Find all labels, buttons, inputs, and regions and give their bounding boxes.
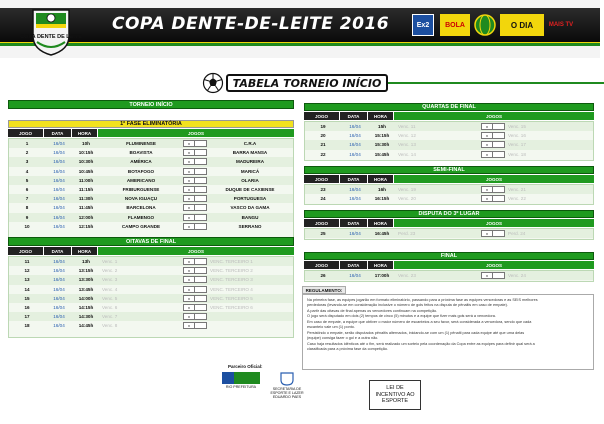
match-date: 16/04 <box>349 196 361 202</box>
header-stripe <box>0 42 600 46</box>
partner-secretaria-label: SECRETARIA DE ESPORTE E LAZER <box>270 387 304 395</box>
home-team: NOVA IGUAÇU <box>124 196 158 202</box>
match-time: 11:30h <box>78 196 94 202</box>
score-box <box>195 204 207 211</box>
match-date: 16/04 <box>349 231 361 237</box>
match-time: 14:15h <box>78 305 94 311</box>
regulamento-line: (equipe) consiga fazer o gol e a outra não. <box>307 336 379 341</box>
away-team: VENC. TERCEIRO 1 <box>210 259 253 265</box>
away-team: Venc. 24 <box>508 273 526 279</box>
away-team: PORTUGUESA <box>233 196 267 202</box>
match-number: 23 <box>320 187 326 193</box>
home-team: Venc. 20 <box>398 196 416 202</box>
score-box <box>195 286 207 293</box>
score-box <box>195 158 207 165</box>
match-date: 16/04 <box>53 323 65 329</box>
score-box: x <box>183 214 195 221</box>
match-row <box>9 275 293 284</box>
match-row <box>305 194 593 203</box>
match-date: 16/04 <box>349 151 361 157</box>
col-jogo: JOGO <box>304 175 340 183</box>
match-number: 11 <box>24 259 30 265</box>
partners-label: Parceiro Oficial: <box>228 364 263 369</box>
score-box: x <box>183 313 195 320</box>
score-box <box>195 177 207 184</box>
home-team: CAMPO GRANDE <box>121 223 161 229</box>
match-row <box>9 294 293 303</box>
match-time: 13:45h <box>78 286 94 292</box>
match-time: 16:15h <box>374 196 390 202</box>
match-row <box>9 303 293 312</box>
match-number: 5 <box>25 177 29 183</box>
match-number: 25 <box>320 231 326 237</box>
score-box <box>493 132 505 139</box>
final-header-row <box>304 261 594 269</box>
match-number: 24 <box>320 196 326 202</box>
away-team: DUQUE DE CAXIENSE <box>225 187 275 193</box>
regulamento-line: Na primeira fase, as equipes jogarão em formato eliminatório, passando para a próxima fase as equipes vencedoras e as SEIS melhores <box>307 298 538 302</box>
partner-paes-label: EDUARDO PAES <box>272 395 302 399</box>
match-row <box>9 167 293 176</box>
match-row <box>9 266 293 275</box>
home-team: Perd. 23 <box>398 231 416 237</box>
terceiro-header-row <box>304 219 594 227</box>
regulamento-title: REGULAMENTO: <box>302 286 346 294</box>
match-date: 16/04 <box>53 295 65 301</box>
away-team: VENC. TERCEIRO 3 <box>210 277 253 283</box>
match-row <box>305 271 593 280</box>
col-jogo: JOGO <box>304 261 340 269</box>
score-box: x <box>183 168 195 175</box>
match-date: 16/04 <box>53 205 65 211</box>
subtitle: TABELA TORNEIO INÍCIO <box>226 74 388 92</box>
regulamento-line: classificada para a próxima fase da competição. <box>307 347 389 352</box>
score-box: x <box>183 186 195 193</box>
col-data: DATA <box>340 219 368 227</box>
match-time: 14:00h <box>78 295 94 301</box>
match-row <box>9 185 293 194</box>
score-box: x <box>183 177 195 184</box>
col-jogos: JOGOS <box>394 219 594 227</box>
match-date: 16/04 <box>53 268 65 274</box>
lei-line-1: LEI DE <box>386 385 404 392</box>
col-hora: HORA <box>368 175 394 183</box>
rio-logo-icon <box>222 372 260 384</box>
away-team: SERRANO <box>238 223 262 229</box>
col-jogos: JOGOS <box>394 112 594 120</box>
away-team: Venc. 21 <box>508 187 526 193</box>
col-hora: HORA <box>368 261 394 269</box>
match-date: 16/04 <box>53 314 65 320</box>
match-time: 12:00h <box>78 214 94 220</box>
match-row <box>9 148 293 157</box>
score-box: x <box>183 322 195 329</box>
home-team: Venc. 13 <box>398 142 416 148</box>
home-team: BOTAFOGO <box>127 168 155 174</box>
score-box <box>195 258 207 265</box>
away-team: OLARIA <box>241 177 259 183</box>
score-box <box>493 151 505 158</box>
score-box: x <box>183 140 195 147</box>
match-date: 16/04 <box>53 196 65 202</box>
col-jogos: JOGOS <box>98 129 294 137</box>
away-team: Venc. 15 <box>508 124 526 130</box>
match-time: 11:00h <box>78 177 94 183</box>
score-box <box>195 149 207 156</box>
regulamento-line: Caso haja resultados idênticos até o fim, será realizado um sorteio pela coordenação da Copa entre as equipes para definir qual será a <box>307 341 535 346</box>
match-number: 13 <box>24 277 30 283</box>
semi-header-row <box>304 175 594 183</box>
score-box <box>195 223 207 230</box>
score-box: x <box>183 149 195 156</box>
match-time: 13:30h <box>78 277 94 283</box>
match-row <box>9 222 293 231</box>
match-row <box>9 312 293 321</box>
col-hora: HORA <box>72 247 98 255</box>
score-box: x <box>183 304 195 311</box>
partner-rio-label: RIO PREFEITURA <box>225 385 257 389</box>
match-number: 2 <box>25 150 29 156</box>
match-row <box>9 157 293 166</box>
home-team: BOAVISTA <box>129 150 153 156</box>
home-team: Venc. 1 <box>102 259 118 265</box>
score-box <box>195 168 207 175</box>
globe-icon <box>474 14 496 36</box>
match-time: 11:45h <box>78 205 94 211</box>
score-box <box>195 276 207 283</box>
home-team: Venc. 5 <box>102 295 118 301</box>
match-date: 16/04 <box>53 159 65 165</box>
col-hora: HORA <box>368 219 394 227</box>
section-title-torneio: TORNEIO INÍCIO <box>8 100 294 109</box>
score-box <box>493 141 505 148</box>
score-box: x <box>481 195 493 202</box>
match-time: 15:30h <box>374 142 390 148</box>
match-date: 16/04 <box>53 177 65 183</box>
match-number: 6 <box>25 187 29 193</box>
score-box <box>195 186 207 193</box>
match-time: 17:00h <box>374 273 390 279</box>
oitavas-header-row <box>8 247 294 255</box>
partner-secretaria <box>266 372 308 400</box>
phase1-title: 1ª FASE ELIMINATÓRIA <box>8 120 294 128</box>
match-number: 9 <box>25 214 29 220</box>
score-box: x <box>183 258 195 265</box>
subtitle-line <box>388 82 604 84</box>
regulamento-line: A partir das oitavas de final apenas os vencedores continuam na competição. <box>307 308 438 313</box>
score-box: x <box>183 286 195 293</box>
match-row <box>9 257 293 266</box>
crest-icon <box>279 372 295 386</box>
away-team: VASCO DA GAMA <box>230 205 270 211</box>
col-data: DATA <box>340 261 368 269</box>
match-date: 16/04 <box>349 142 361 148</box>
score-box: x <box>481 141 493 148</box>
match-row <box>9 285 293 294</box>
col-jogos: JOGOS <box>394 175 594 183</box>
score-box <box>195 322 207 329</box>
phase1-header-row <box>8 129 294 137</box>
score-box: x <box>481 186 493 193</box>
score-box: x <box>183 204 195 211</box>
away-team: VENC. TERCEIRO 4 <box>210 286 253 292</box>
home-team: Venc. 4 <box>102 286 118 292</box>
match-number: 14 <box>24 286 30 292</box>
col-data: DATA <box>44 247 72 255</box>
match-number: 17 <box>24 314 30 320</box>
sponsor-maistv: MAIS TV <box>548 22 574 28</box>
match-date: 16/04 <box>53 214 65 220</box>
match-number: 4 <box>25 168 29 174</box>
home-team: FLUMINENSE <box>126 141 156 147</box>
home-team: AMÉRICA <box>130 159 152 165</box>
quartas-header-row <box>304 112 594 120</box>
match-time: 16:45h <box>374 231 390 237</box>
oitavas-table <box>8 256 294 338</box>
score-box <box>493 186 505 193</box>
lei-line-3: ESPORTE <box>381 398 409 405</box>
score-box <box>493 272 505 279</box>
final-title: FINAL <box>304 252 594 260</box>
match-row <box>9 194 293 203</box>
score-box <box>195 267 207 274</box>
away-team: Perd. 24 <box>508 231 526 237</box>
away-team: Venc. 18 <box>508 151 526 157</box>
match-date: 16/04 <box>53 187 65 193</box>
regulamento-line: perdedoras (levando-se em consideração inclusive o número de gols feitos na disputa de pênaltis em caso de empate). <box>307 303 508 308</box>
regulamento-line: Em caso de empate, a equipe que obtiver o maior número de escanteios a seu favor, será considerada a vencedora, sendo que cada <box>307 319 532 324</box>
match-time: 14:30h <box>78 314 94 320</box>
match-number: 1 <box>25 141 29 147</box>
match-row <box>9 321 293 330</box>
score-box: x <box>183 158 195 165</box>
quartas-title: QUARTAS DE FINAL <box>304 103 594 111</box>
match-date: 16/04 <box>53 277 65 283</box>
regulamento-line: Persistindo o empate, serão disputados pênaltis alternados, iniciando-se com um (1) pênalti para cada equipe até que uma delas <box>307 330 525 335</box>
match-date: 16/04 <box>53 223 65 229</box>
score-box: x <box>481 151 493 158</box>
away-team: Venc. 16 <box>508 133 526 139</box>
score-box: x <box>183 223 195 230</box>
col-jogo: JOGO <box>304 219 340 227</box>
match-time: 11:15h <box>78 187 94 193</box>
home-team: Venc. 7 <box>102 314 118 320</box>
away-team: C.R.A <box>243 141 257 147</box>
match-row <box>9 203 293 212</box>
match-date: 16/04 <box>53 305 65 311</box>
score-box: x <box>481 230 493 237</box>
col-data: DATA <box>44 129 72 137</box>
regulamento-box <box>302 294 594 370</box>
match-row <box>9 139 293 148</box>
sponsor-ex2: Ex2 <box>412 14 434 36</box>
score-box <box>493 123 505 130</box>
partner-rio <box>222 372 260 392</box>
match-row <box>305 131 593 140</box>
match-number: 7 <box>25 196 29 202</box>
col-jogo: JOGO <box>8 247 44 255</box>
col-jogos: JOGOS <box>98 247 294 255</box>
semi-title: SEMI-FINAL <box>304 166 594 174</box>
match-row <box>305 140 593 149</box>
quartas-table <box>304 121 594 161</box>
match-date: 16/04 <box>349 124 361 130</box>
home-team: AMERICANO <box>126 177 156 183</box>
home-team: Venc. 19 <box>398 187 416 193</box>
match-time: 14:45h <box>78 323 94 329</box>
home-team: BARCELONA <box>126 205 156 211</box>
match-row <box>305 185 593 194</box>
subtitle-wrap <box>202 72 392 94</box>
score-box: x <box>183 276 195 283</box>
match-date: 16/04 <box>349 273 361 279</box>
col-data: DATA <box>340 112 368 120</box>
match-row <box>305 150 593 159</box>
logo-text: COPA DENTE DE LEITE <box>20 34 82 40</box>
match-time: 13:15h <box>78 268 94 274</box>
col-hora: HORA <box>368 112 394 120</box>
terceiro-table <box>304 228 594 240</box>
match-date: 16/04 <box>53 286 65 292</box>
home-team: FRIBURGUENSE <box>122 187 160 193</box>
score-box: x <box>481 272 493 279</box>
score-box <box>493 195 505 202</box>
copa-logo-icon <box>20 6 82 56</box>
col-jogos: JOGOS <box>394 261 594 269</box>
away-team: Venc. 17 <box>508 142 526 148</box>
match-date: 16/04 <box>53 259 65 265</box>
col-hora: HORA <box>72 129 98 137</box>
away-team: MADUREIRA <box>235 159 265 165</box>
match-time: 12:15h <box>78 223 94 229</box>
match-number: 19 <box>320 124 326 130</box>
regulamento-line: escanteio vale um (1) ponto. <box>307 325 355 330</box>
match-number: 26 <box>320 273 326 279</box>
match-time: 15h <box>378 124 386 130</box>
score-box <box>195 195 207 202</box>
match-date: 16/04 <box>53 168 65 174</box>
match-row <box>305 229 593 238</box>
match-number: 12 <box>24 268 30 274</box>
score-box: x <box>183 295 195 302</box>
away-team: Venc. 22 <box>508 196 526 202</box>
regulamento-text <box>303 295 593 356</box>
away-team: VENC. TERCEIRO 6 <box>210 305 253 311</box>
oitavas-title: OITAVAS DE FINAL <box>8 237 294 246</box>
match-time: 10:45h <box>78 168 94 174</box>
col-jogo: JOGO <box>304 112 340 120</box>
match-row <box>9 176 293 185</box>
home-team: Venc. 14 <box>398 151 416 157</box>
score-box <box>195 304 207 311</box>
match-number: 21 <box>320 142 326 148</box>
match-time: 10h <box>82 141 90 147</box>
score-box: x <box>183 267 195 274</box>
match-number: 20 <box>320 133 326 139</box>
terceiro-title: DISPUTA DO 3º LUGAR <box>304 210 594 218</box>
home-team: Venc. 23 <box>398 273 416 279</box>
match-number: 16 <box>24 305 30 311</box>
score-box: x <box>183 195 195 202</box>
semi-table <box>304 184 594 205</box>
regulamento-line: O jogo será disputado em dois (2) tempos de cinco (5) minutos e a equipe que fizer mais gols será a vencedora. <box>307 314 496 319</box>
away-team: BANGU <box>241 214 259 220</box>
lei-line-2: INCENTIVO AO <box>375 391 415 398</box>
home-team: Venc. 3 <box>102 277 118 283</box>
score-box <box>493 230 505 237</box>
match-date: 16/04 <box>349 133 361 139</box>
match-number: 15 <box>24 295 30 301</box>
match-time: 10:30h <box>78 159 94 165</box>
match-number: 3 <box>25 159 29 165</box>
score-box: x <box>481 123 493 130</box>
lei-incentivo-box <box>369 380 421 410</box>
final-table <box>304 270 594 282</box>
sponsor-bola: BOLA <box>440 14 470 36</box>
page-title: COPA DENTE-DE-LEITE 2016 <box>112 14 390 34</box>
match-number: 8 <box>25 205 29 211</box>
score-box <box>195 313 207 320</box>
match-time: 10:15h <box>78 150 94 156</box>
score-box: x <box>481 132 493 139</box>
home-team: Venc. 8 <box>102 323 118 329</box>
match-time: 15:15h <box>374 133 390 139</box>
col-data: DATA <box>340 175 368 183</box>
match-date: 16/04 <box>53 150 65 156</box>
match-row <box>305 122 593 131</box>
away-team: VENC. TERCEIRO 5 <box>210 295 253 301</box>
home-team: FLAMENGO <box>127 214 155 220</box>
home-team: Venc. 11 <box>398 124 416 130</box>
match-number: 22 <box>320 151 326 157</box>
match-time: 13h <box>82 259 90 265</box>
col-jogo: JOGO <box>8 129 44 137</box>
soccer-ball-icon <box>202 72 224 94</box>
match-time: 16h <box>378 187 386 193</box>
match-date: 16/04 <box>53 141 65 147</box>
away-team: BARRA MANSA <box>232 150 268 156</box>
sponsor-odia: O DIA <box>500 14 544 36</box>
home-team: Venc. 12 <box>398 133 416 139</box>
away-team: MARICÁ <box>240 168 260 174</box>
score-box <box>195 214 207 221</box>
page-header <box>0 0 600 58</box>
match-date: 16/04 <box>349 187 361 193</box>
away-team: VENC. TERCEIRO 2 <box>210 268 253 274</box>
home-team: Venc. 2 <box>102 268 118 274</box>
match-number: 18 <box>24 323 30 329</box>
match-time: 15:45h <box>374 151 390 157</box>
match-number: 10 <box>24 223 30 229</box>
phase1-table <box>8 138 294 239</box>
score-box <box>195 140 207 147</box>
home-team: Venc. 6 <box>102 305 118 311</box>
score-box <box>195 295 207 302</box>
match-row <box>9 213 293 222</box>
